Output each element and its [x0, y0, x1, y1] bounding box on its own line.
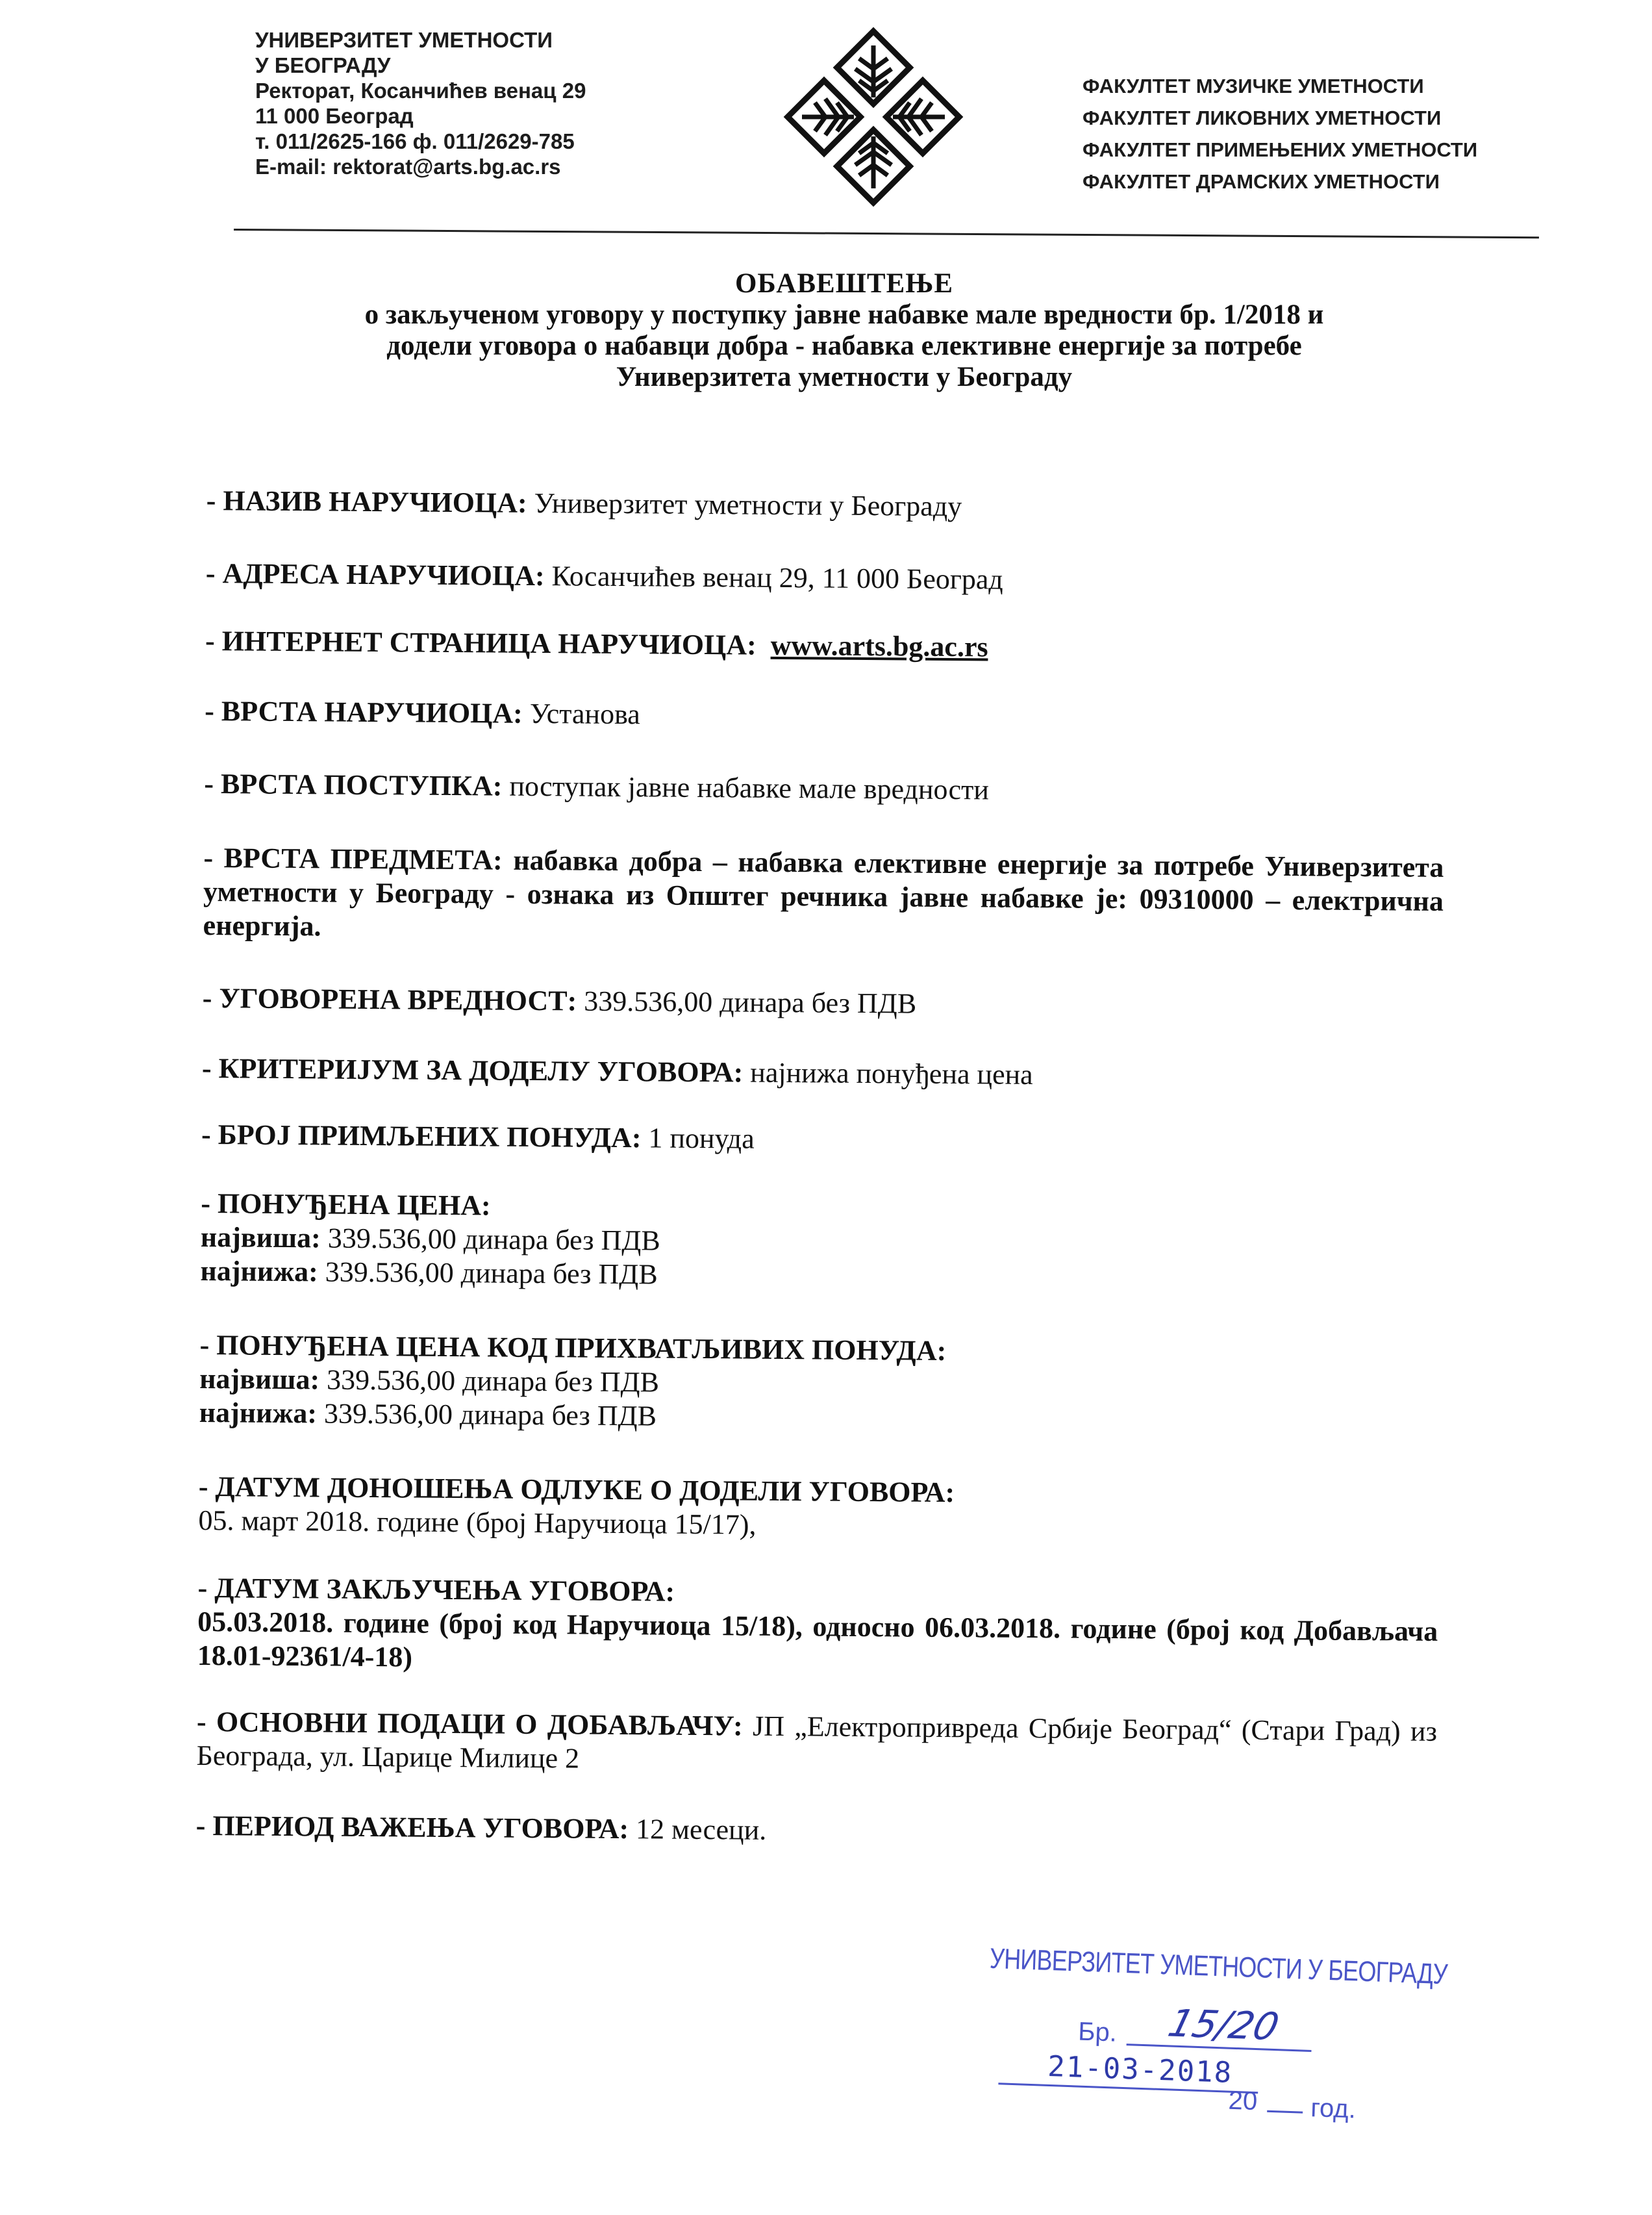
field-contract-period: - ПЕРИОД ВАЖЕЊА УГОВОРА: 12 месеци. [195, 1809, 767, 1846]
stamp-number-label: Бр. [1077, 2017, 1118, 2047]
faculty-fine-arts: ФАКУЛТЕТ ЛИКОВНИХ УМЕТНОСТИ [1083, 107, 1442, 129]
field-authority-type: - ВРСТА НАРУЧИОЦА: Установа [205, 694, 640, 731]
postal-code: 11 000 Београд [255, 104, 414, 128]
notice-subtitle-line1: о закљученом уговору у поступку јавне набавке мале вредности бр. 1/2018 и [364, 299, 1324, 330]
field-contract-conclusion-date: - ДАТУМ ЗАКЉУЧЕЊА УГОВОРА: 05.03.2018. године (број код Наручиоца 15/18), односно 06.03.2018. године (број код Добављача 18.01-92361/4-18) [197, 1571, 1438, 1673]
field-contracting-authority-address: - АДРЕСА НАРУЧИОЦА: Косанчићев венац 29, 11 000 Београд [205, 557, 1003, 596]
stamp-year-suffix: год. [1310, 2094, 1357, 2124]
stamp-year-prefix: 20 [1227, 2086, 1258, 2116]
field-website: - ИНТЕРНЕТ СТРАНИЦА НАРУЧИОЦА: www.arts.bg.ac.rs [205, 624, 988, 663]
rectorate-address: Ректорат, Косанчићев венац 29 [255, 79, 586, 103]
field-award-criterion: - КРИТЕРИЈУМ ЗА ДОДЕЛУ УГОВОРА: најнижа понуђена цена [201, 1052, 1033, 1091]
field-offered-price: - ПОНУЂЕНА ЦЕНА: највиша: 339.536,00 динара без ПДВ најнижа: 339.536,00 динара без ПДВ [200, 1187, 1441, 1298]
notice-title [214, 268, 1474, 393]
field-contracting-authority-name: - НАЗИВ НАРУЧИОЦА: Универзитет уметности у Београду [206, 484, 962, 523]
notice-subtitle-line3: Универзитета уметности у Београду [616, 362, 1073, 392]
faculty-music: ФАКУЛТЕТ МУЗИЧКЕ УМЕТНОСТИ [1083, 75, 1424, 97]
stamp-number-handwritten: 15/20 [1164, 2001, 1284, 2049]
field-supplier-info: - ОСНОВНИ ПОДАЦИ О ДОБАВЉАЧУ: ЈП „Електропривреда Србије Београд“ (Стари Град) из Београда, ул. Царице Милице 2 [196, 1705, 1438, 1775]
faculty-applied-arts: ФАКУЛТЕТ ПРИМЕЊЕНИХ УМЕТНОСТИ [1083, 138, 1478, 161]
faculty-list [1083, 70, 1537, 197]
institution-header [255, 27, 671, 179]
header-divider [234, 229, 1539, 238]
email-address: E-mail: rektorat@arts.bg.ac.rs [255, 155, 561, 179]
acceptable-price-highest: највиша: 339.536,00 динара без ПДВ [199, 1362, 660, 1399]
field-procedure-type: - ВРСТА ПОСТУПКА: поступак јавне набавке мале вредности [204, 767, 990, 806]
stamp-title: УНИВЕРЗИТЕТ УМЕТНОСТИ У БЕОГРАДУ [989, 1942, 1448, 1991]
field-acceptable-offers-price: - ПОНУЂЕНА ЦЕНА КОД ПРИХВАТЉИВИХ ПОНУДА: највиша: 339.536,00 динара без ПДВ најнижа: 339.536,00 динара без ПДВ [199, 1328, 1440, 1439]
faculty-dramatic-arts: ФАКУЛТЕТ ДРАМСКИХ УМЕТНОСТИ [1083, 170, 1440, 193]
university-logo-icon [782, 26, 964, 208]
registry-stamp [971, 1942, 1448, 2140]
stamp-date: 21-03-2018 [1047, 2049, 1234, 2090]
field-decision-date: - ДАТУМ ДОНОШЕЊА ОДЛУКЕ О ДОДЕЛИ УГОВОРА: 05. март 2018. године (број Наручиоца 15/17), [198, 1470, 955, 1541]
website-link[interactable]: www.arts.bg.ac.rs [770, 629, 988, 663]
field-bids-received: - БРОЈ ПРИМЉЕНИХ ПОНУДА: 1 понуда [201, 1118, 755, 1155]
offered-price-highest: највиша: 339.536,00 динара без ПДВ [200, 1221, 660, 1257]
field-contract-value: - УГОВОРЕНА ВРЕДНОСТ: 339.536,00 динара без ПДВ [202, 981, 917, 1020]
notice-body [196, 484, 1447, 1853]
notice-subtitle-line2: додели уговора о набавци добра - набавка елективне енергије за потребе [386, 331, 1302, 361]
notice-heading: ОБАВЕШТЕЊЕ [734, 268, 954, 299]
university-city: У БЕОГРАДУ [255, 53, 391, 77]
acceptable-price-lowest: најнижа: 339.536,00 динара без ПДВ [199, 1396, 657, 1432]
field-subject-type: - ВРСТА ПРЕДМЕТА: набавка добра – набавка елективне енергије за потребе Универзитета уметности у Београду - ознака из Општег речника јавне набавке је: 09310000 – електрична енергија. [203, 841, 1444, 943]
stamp-year-line [1267, 2110, 1303, 2114]
phone-fax: т. 011/2625-166 ф. 011/2629-785 [255, 129, 575, 153]
offered-price-lowest: најнижа: 339.536,00 динара без ПДВ [200, 1254, 658, 1291]
university-name: УНИВЕРЗИТЕТ УМЕТНОСТИ [255, 28, 553, 52]
